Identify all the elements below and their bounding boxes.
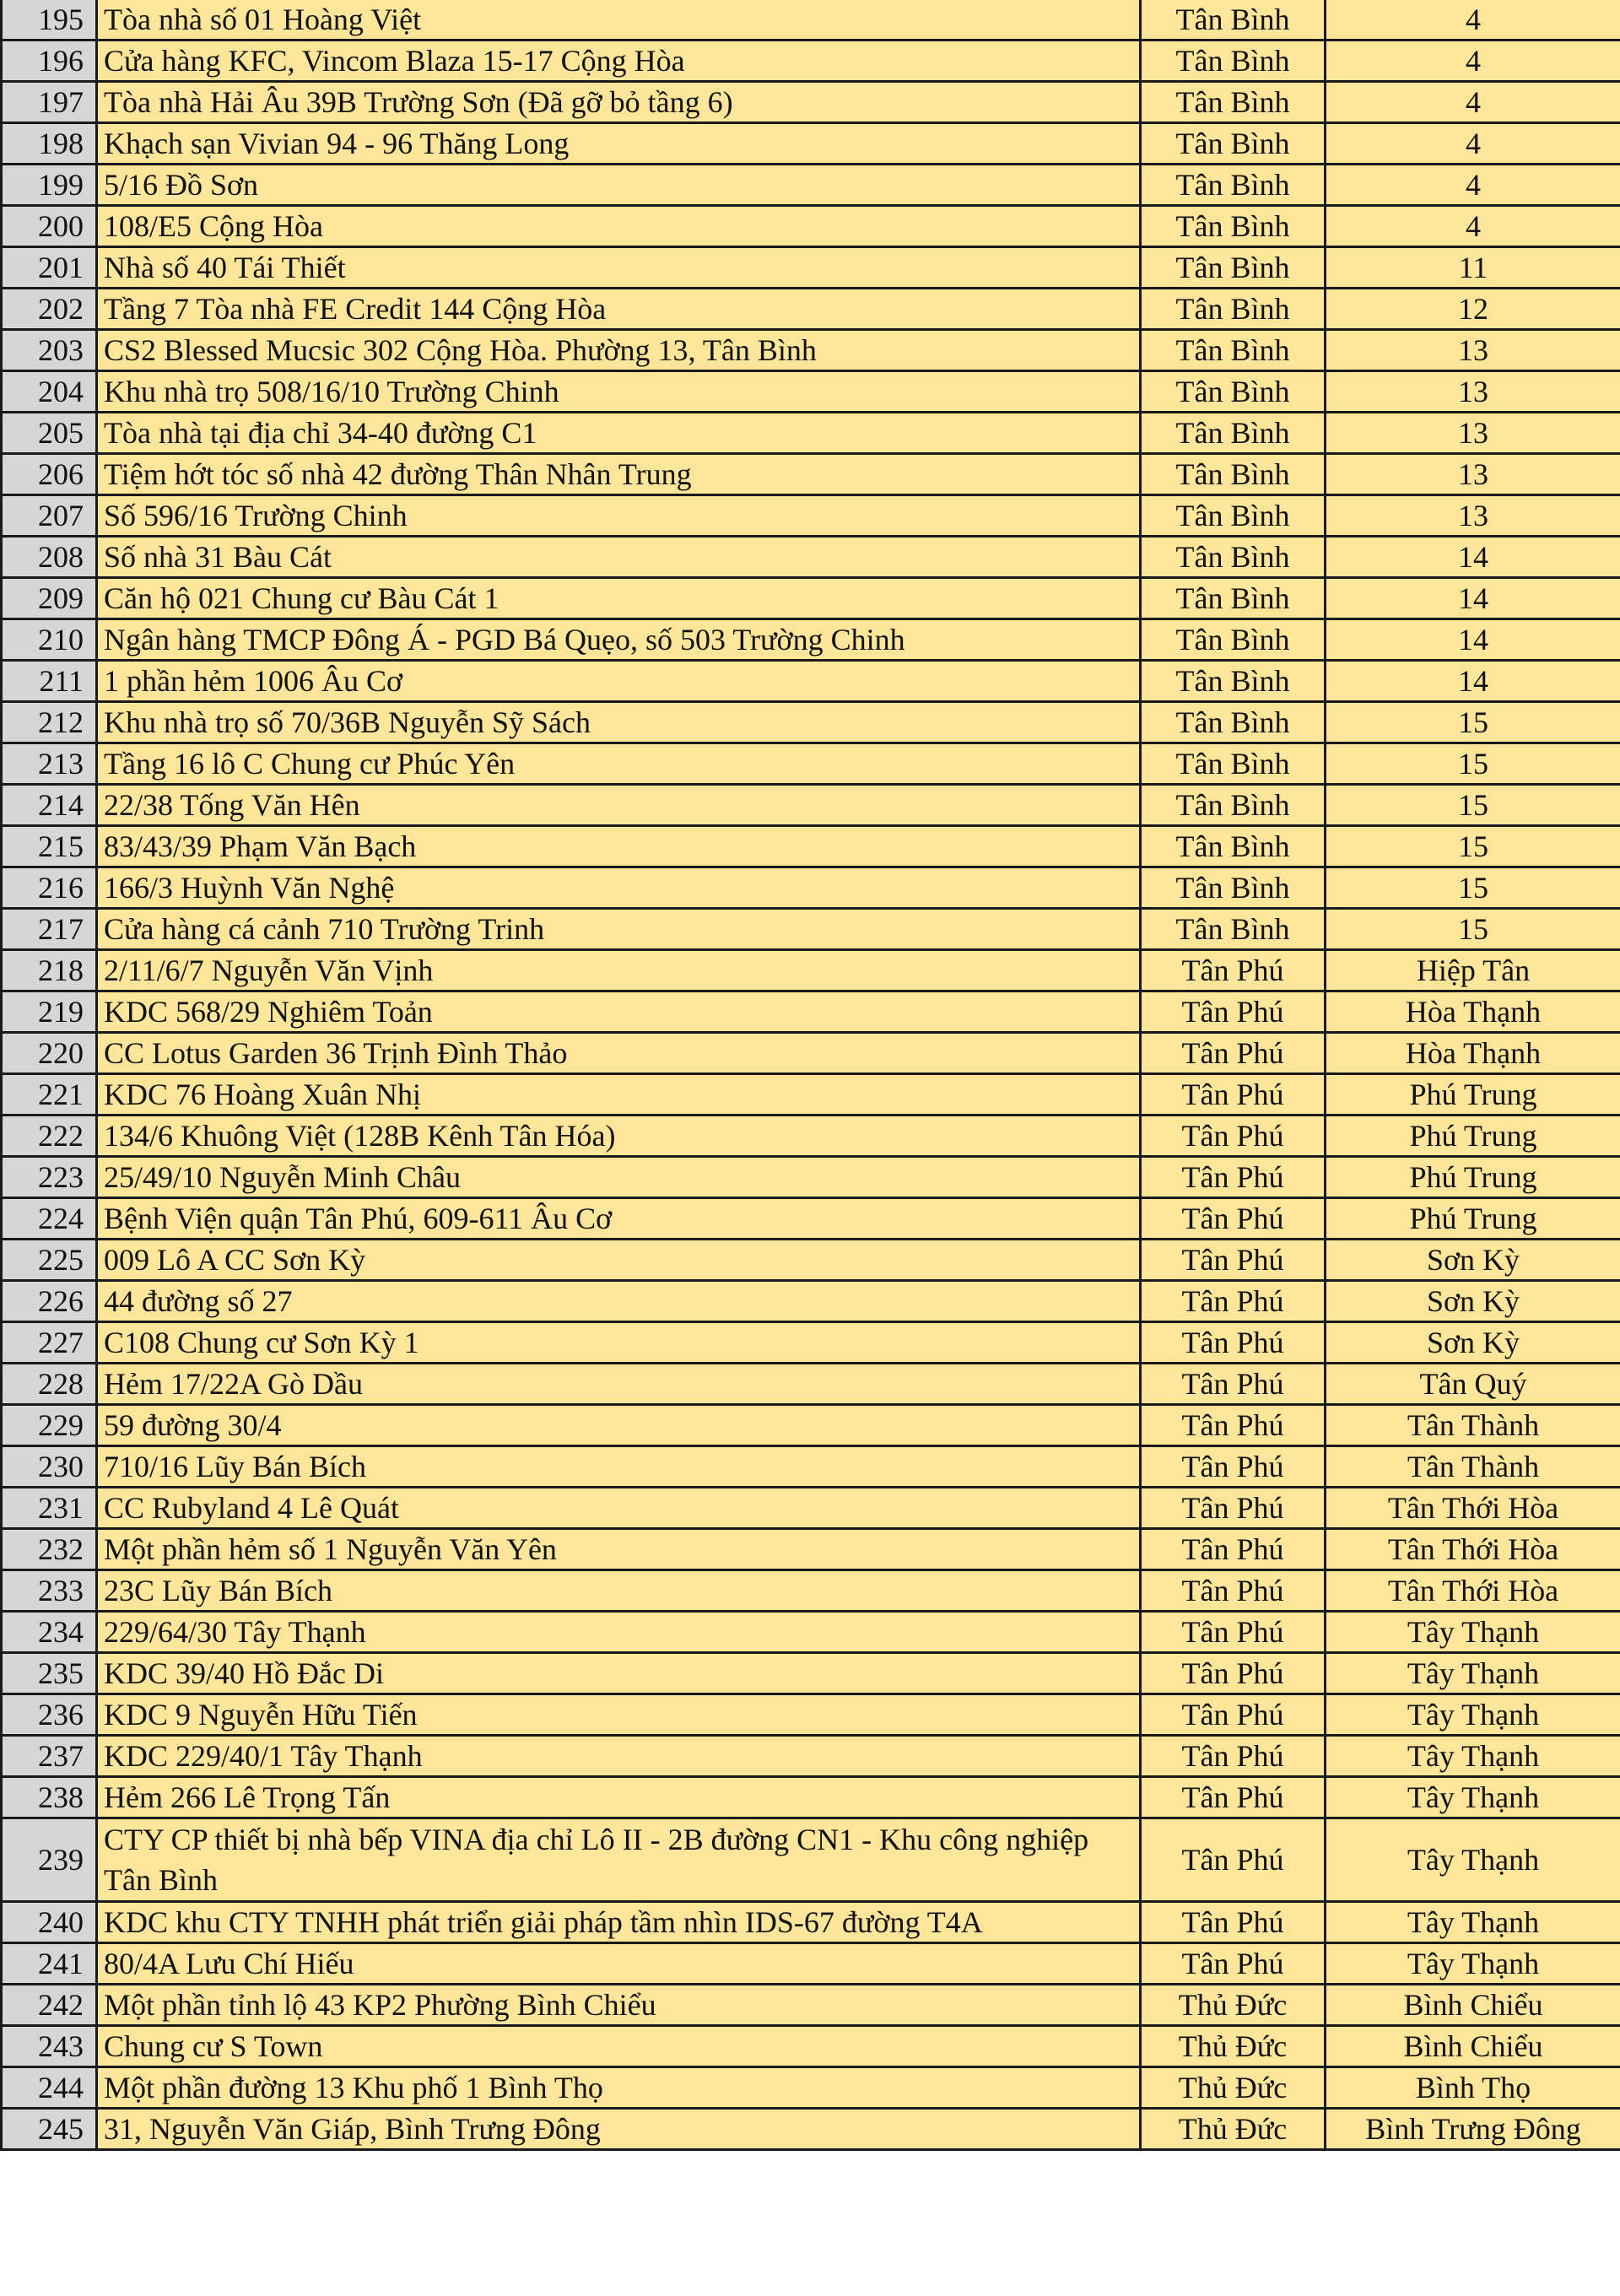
address-cell: 710/16 Lũy Bán Bích <box>97 1446 1141 1488</box>
district-cell: Tân Bình <box>1141 413 1326 454</box>
table-row <box>2 1943 1620 1985</box>
table-row <box>2 1818 1620 1902</box>
address-cell: Số 596/16 Trường Chinh <box>97 495 1141 537</box>
ward-cell: 15 <box>1326 826 1620 867</box>
district-cell: Thủ Đức <box>1141 1985 1326 2026</box>
district-cell: Tân Bình <box>1141 702 1326 743</box>
table-row <box>2 1198 1620 1240</box>
ward-cell: 12 <box>1326 289 1620 330</box>
ward-cell: 15 <box>1326 702 1620 743</box>
address-cell: CC Lotus Garden 36 Trịnh Đình Thảo <box>97 1033 1141 1074</box>
ward-cell: 15 <box>1326 743 1620 785</box>
table-row <box>2 123 1620 165</box>
table-row <box>2 454 1620 495</box>
ward-cell: 15 <box>1326 785 1620 826</box>
ward-cell: 13 <box>1326 413 1620 454</box>
table-row <box>2 1364 1620 1405</box>
table-row <box>2 206 1620 247</box>
row-number-cell: 222 <box>2 1116 97 1157</box>
district-cell: Tân Bình <box>1141 537 1326 578</box>
table-row <box>2 1902 1620 1943</box>
district-cell: Tân Bình <box>1141 123 1326 165</box>
table-row <box>2 413 1620 454</box>
ward-cell: 13 <box>1326 371 1620 413</box>
ward-cell: 13 <box>1326 454 1620 495</box>
row-number-cell: 209 <box>2 578 97 619</box>
table-row <box>2 330 1620 371</box>
district-cell: Tân Bình <box>1141 495 1326 537</box>
ward-cell: 11 <box>1326 247 1620 289</box>
address-cell: Tiệm hớt tóc số nhà 42 đường Thân Nhân Trung <box>97 454 1141 495</box>
row-number-cell: 217 <box>2 909 97 950</box>
address-cell: 1 phần hẻm 1006 Âu Cơ <box>97 661 1141 702</box>
address-cell: Khu nhà trọ số 70/36B Nguyễn Sỹ Sách <box>97 702 1141 743</box>
row-number-cell: 201 <box>2 247 97 289</box>
row-number-cell: 231 <box>2 1488 97 1529</box>
ward-cell: Bình Chiểu <box>1326 2026 1620 2067</box>
table-row <box>2 1405 1620 1446</box>
district-cell: Tân Phú <box>1141 1818 1326 1902</box>
ward-cell: Tây Thạnh <box>1326 1943 1620 1985</box>
address-cell: CTY CP thiết bị nhà bếp VINA địa chỉ Lô II - 2B đường CN1 - Khu công nghiệp Tân Bình <box>97 1818 1141 1902</box>
ward-cell: Hòa Thạnh <box>1326 991 1620 1033</box>
table-row <box>2 950 1620 991</box>
address-cell: KDC 76 Hoàng Xuân Nhị <box>97 1074 1141 1116</box>
address-cell: Một phần đường 13 Khu phố 1 Bình Thọ <box>97 2067 1141 2109</box>
district-cell: Tân Phú <box>1141 1364 1326 1405</box>
address-cell: 2/11/6/7 Nguyễn Văn Vịnh <box>97 950 1141 991</box>
district-cell: Tân Phú <box>1141 1198 1326 1240</box>
address-cell: Tòa nhà số 01 Hoàng Việt <box>97 0 1141 41</box>
district-cell: Tân Bình <box>1141 41 1326 82</box>
ward-cell: 4 <box>1326 41 1620 82</box>
table-row <box>2 1777 1620 1818</box>
address-cell: 166/3 Huỳnh Văn Nghệ <box>97 867 1141 909</box>
district-cell: Tân Phú <box>1141 991 1326 1033</box>
table-row <box>2 1653 1620 1694</box>
district-cell: Thủ Đức <box>1141 2109 1326 2150</box>
ward-cell: 14 <box>1326 619 1620 661</box>
district-cell: Tân Bình <box>1141 82 1326 123</box>
row-number-cell: 241 <box>2 1943 97 1985</box>
table-row <box>2 0 1620 41</box>
row-number-cell: 211 <box>2 661 97 702</box>
address-cell: KDC 568/29 Nghiêm Toản <box>97 991 1141 1033</box>
address-cell: KDC 9 Nguyễn Hữu Tiến <box>97 1694 1141 1736</box>
address-cell: 134/6 Khuông Việt (128B Kênh Tân Hóa) <box>97 1116 1141 1157</box>
district-cell: Tân Bình <box>1141 619 1326 661</box>
table-row <box>2 826 1620 867</box>
row-number-cell: 229 <box>2 1405 97 1446</box>
ward-cell: Tân Thới Hòa <box>1326 1570 1620 1612</box>
row-number-cell: 204 <box>2 371 97 413</box>
district-cell: Thủ Đức <box>1141 2067 1326 2109</box>
district-cell: Tân Phú <box>1141 1777 1326 1818</box>
address-cell: KDC 229/40/1 Tây Thạnh <box>97 1736 1141 1777</box>
district-cell: Tân Bình <box>1141 743 1326 785</box>
district-cell: Tân Phú <box>1141 1612 1326 1653</box>
table-row <box>2 909 1620 950</box>
row-number-cell: 214 <box>2 785 97 826</box>
ward-cell: 14 <box>1326 537 1620 578</box>
ward-cell: Tân Thới Hòa <box>1326 1529 1620 1570</box>
district-cell: Thủ Đức <box>1141 2026 1326 2067</box>
table-row <box>2 1736 1620 1777</box>
district-cell: Tân Phú <box>1141 1322 1326 1364</box>
row-number-cell: 195 <box>2 0 97 41</box>
address-cell: Số nhà 31 Bàu Cát <box>97 537 1141 578</box>
ward-cell: Tây Thạnh <box>1326 1612 1620 1653</box>
table-row <box>2 867 1620 909</box>
row-number-cell: 221 <box>2 1074 97 1116</box>
row-number-cell: 205 <box>2 413 97 454</box>
ward-cell: Hòa Thạnh <box>1326 1033 1620 1074</box>
district-cell: Tân Phú <box>1141 1033 1326 1074</box>
table-row <box>2 785 1620 826</box>
row-number-cell: 199 <box>2 165 97 206</box>
table-row <box>2 1694 1620 1736</box>
ward-cell: Phú Trung <box>1326 1157 1620 1198</box>
address-cell: KDC khu CTY TNHH phát triển giải pháp tầm nhìn IDS-67 đường T4A <box>97 1902 1141 1943</box>
district-cell: Tân Phú <box>1141 1116 1326 1157</box>
ward-cell: Sơn Kỳ <box>1326 1240 1620 1281</box>
address-cell: 22/38 Tống Văn Hên <box>97 785 1141 826</box>
row-number-cell: 239 <box>2 1818 97 1902</box>
ward-cell: Tây Thạnh <box>1326 1777 1620 1818</box>
row-number-cell: 227 <box>2 1322 97 1364</box>
row-number-cell: 215 <box>2 826 97 867</box>
district-cell: Tân Phú <box>1141 1570 1326 1612</box>
row-number-cell: 202 <box>2 289 97 330</box>
row-number-cell: 228 <box>2 1364 97 1405</box>
table-row <box>2 537 1620 578</box>
district-cell: Tân Phú <box>1141 1694 1326 1736</box>
table-row <box>2 578 1620 619</box>
row-number-cell: 245 <box>2 2109 97 2150</box>
row-number-cell: 234 <box>2 1612 97 1653</box>
row-number-cell: 220 <box>2 1033 97 1074</box>
row-number-cell: 207 <box>2 495 97 537</box>
table-row <box>2 1157 1620 1198</box>
district-cell: Tân Bình <box>1141 909 1326 950</box>
table-row <box>2 1985 1620 2026</box>
district-cell: Tân Bình <box>1141 165 1326 206</box>
district-cell: Tân Bình <box>1141 206 1326 247</box>
district-cell: Tân Bình <box>1141 578 1326 619</box>
district-cell: Tân Bình <box>1141 289 1326 330</box>
table-row <box>2 82 1620 123</box>
district-cell: Tân Phú <box>1141 1488 1326 1529</box>
table-row <box>2 1612 1620 1653</box>
ward-cell: 13 <box>1326 330 1620 371</box>
district-cell: Tân Bình <box>1141 0 1326 41</box>
address-cell: 25/49/10 Nguyễn Minh Châu <box>97 1157 1141 1198</box>
ward-cell: Sơn Kỳ <box>1326 1322 1620 1364</box>
row-number-cell: 235 <box>2 1653 97 1694</box>
ward-cell: Tây Thạnh <box>1326 1694 1620 1736</box>
address-cell: 83/43/39 Phạm Văn Bạch <box>97 826 1141 867</box>
row-number-cell: 210 <box>2 619 97 661</box>
table-row <box>2 661 1620 702</box>
row-number-cell: 244 <box>2 2067 97 2109</box>
address-cell: Chung cư S Town <box>97 2026 1141 2067</box>
address-cell: CC Rubyland 4 Lê Quát <box>97 1488 1141 1529</box>
address-cell: Tầng 16 lô C Chung cư Phúc Yên <box>97 743 1141 785</box>
table-body <box>2 0 1620 2150</box>
district-cell: Tân Bình <box>1141 661 1326 702</box>
ward-cell: Phú Trung <box>1326 1198 1620 1240</box>
table-row <box>2 495 1620 537</box>
row-number-cell: 196 <box>2 41 97 82</box>
ward-cell: Bình Chiểu <box>1326 1985 1620 2026</box>
address-cell: Khu nhà trọ 508/16/10 Trường Chinh <box>97 371 1141 413</box>
row-number-cell: 213 <box>2 743 97 785</box>
ward-cell: 14 <box>1326 578 1620 619</box>
district-cell: Tân Bình <box>1141 330 1326 371</box>
district-cell: Tân Phú <box>1141 1281 1326 1322</box>
address-cell: 009 Lô A CC Sơn Kỳ <box>97 1240 1141 1281</box>
table-row <box>2 2109 1620 2150</box>
address-cell: Bệnh Viện quận Tân Phú, 609-611 Âu Cơ <box>97 1198 1141 1240</box>
table-row <box>2 619 1620 661</box>
row-number-cell: 219 <box>2 991 97 1033</box>
district-cell: Tân Bình <box>1141 371 1326 413</box>
address-cell: Cửa hàng cá cảnh 710 Trường Trinh <box>97 909 1141 950</box>
district-cell: Tân Phú <box>1141 1529 1326 1570</box>
district-cell: Tân Phú <box>1141 1943 1326 1985</box>
row-number-cell: 243 <box>2 2026 97 2067</box>
address-cell: Hẻm 17/22A Gò Dầu <box>97 1364 1141 1405</box>
row-number-cell: 197 <box>2 82 97 123</box>
row-number-cell: 224 <box>2 1198 97 1240</box>
ward-cell: 4 <box>1326 206 1620 247</box>
row-number-cell: 226 <box>2 1281 97 1322</box>
table-row <box>2 1570 1620 1612</box>
table-row <box>2 1074 1620 1116</box>
address-cell: Ngân hàng TMCP Đông Á - PGD Bá Quẹo, số 503 Trường Chinh <box>97 619 1141 661</box>
address-cell: 59 đường 30/4 <box>97 1405 1141 1446</box>
ward-cell: 15 <box>1326 909 1620 950</box>
district-cell: Tân Bình <box>1141 785 1326 826</box>
address-cell: Khạch sạn Vivian 94 - 96 Thăng Long <box>97 123 1141 165</box>
address-cell: Tòa nhà Hải Âu 39B Trường Sơn (Đã gỡ bỏ tầng 6) <box>97 82 1141 123</box>
table-row <box>2 1240 1620 1281</box>
address-cell: Một phần tỉnh lộ 43 KP2 Phường Bình Chiểu <box>97 1985 1141 2026</box>
address-cell: 31, Nguyễn Văn Giáp, Bình Trưng Đông <box>97 2109 1141 2150</box>
address-cell: 229/64/30 Tây Thạnh <box>97 1612 1141 1653</box>
ward-cell: Phú Trung <box>1326 1116 1620 1157</box>
row-number-cell: 240 <box>2 1902 97 1943</box>
district-cell: Tân Phú <box>1141 950 1326 991</box>
address-cell: 44 đường số 27 <box>97 1281 1141 1322</box>
address-cell: Căn hộ 021 Chung cư Bàu Cát 1 <box>97 578 1141 619</box>
table-row <box>2 1322 1620 1364</box>
address-cell: Hẻm 266 Lê Trọng Tấn <box>97 1777 1141 1818</box>
district-cell: Tân Phú <box>1141 1653 1326 1694</box>
row-number-cell: 206 <box>2 454 97 495</box>
ward-cell: Bình Thọ <box>1326 2067 1620 2109</box>
row-number-cell: 223 <box>2 1157 97 1198</box>
table-row <box>2 2067 1620 2109</box>
address-cell: Nhà số 40 Tái Thiết <box>97 247 1141 289</box>
table-row <box>2 371 1620 413</box>
address-cell: Một phần hẻm số 1 Nguyễn Văn Yên <box>97 1529 1141 1570</box>
address-cell: Cửa hàng KFC, Vincom Blaza 15-17 Cộng Hòa <box>97 41 1141 82</box>
ward-cell: Tân Thành <box>1326 1446 1620 1488</box>
ward-cell: 4 <box>1326 0 1620 41</box>
row-number-cell: 237 <box>2 1736 97 1777</box>
ward-cell: Tây Thạnh <box>1326 1736 1620 1777</box>
row-number-cell: 236 <box>2 1694 97 1736</box>
table-row <box>2 41 1620 82</box>
ward-cell: Sơn Kỳ <box>1326 1281 1620 1322</box>
table-row <box>2 1488 1620 1529</box>
ward-cell: Tân Quý <box>1326 1364 1620 1405</box>
table-row <box>2 743 1620 785</box>
ward-cell: Hiệp Tân <box>1326 950 1620 991</box>
row-number-cell: 216 <box>2 867 97 909</box>
row-number-cell: 208 <box>2 537 97 578</box>
table-row <box>2 1033 1620 1074</box>
district-cell: Tân Bình <box>1141 826 1326 867</box>
address-cell: Tòa nhà tại địa chỉ 34-40 đường C1 <box>97 413 1141 454</box>
district-cell: Tân Bình <box>1141 867 1326 909</box>
row-number-cell: 203 <box>2 330 97 371</box>
district-cell: Tân Phú <box>1141 1240 1326 1281</box>
district-cell: Tân Bình <box>1141 454 1326 495</box>
row-number-cell: 218 <box>2 950 97 991</box>
table-row <box>2 2026 1620 2067</box>
address-cell: CS2 Blessed Mucsic 302 Cộng Hòa. Phường 13, Tân Bình <box>97 330 1141 371</box>
ward-cell: 4 <box>1326 165 1620 206</box>
district-cell: Tân Phú <box>1141 1736 1326 1777</box>
address-cell: KDC 39/40 Hồ Đắc Di <box>97 1653 1141 1694</box>
row-number-cell: 198 <box>2 123 97 165</box>
row-number-cell: 233 <box>2 1570 97 1612</box>
row-number-cell: 238 <box>2 1777 97 1818</box>
ward-cell: Tây Thạnh <box>1326 1818 1620 1902</box>
ward-cell: 15 <box>1326 867 1620 909</box>
ward-cell: Tây Thạnh <box>1326 1902 1620 1943</box>
table-row <box>2 991 1620 1033</box>
ward-cell: 4 <box>1326 123 1620 165</box>
row-number-cell: 200 <box>2 206 97 247</box>
district-cell: Tân Phú <box>1141 1446 1326 1488</box>
row-number-cell: 225 <box>2 1240 97 1281</box>
address-cell: 5/16 Đồ Sơn <box>97 165 1141 206</box>
address-cell: 80/4A Lưu Chí Hiếu <box>97 1943 1141 1985</box>
address-cell: 108/E5 Cộng Hòa <box>97 206 1141 247</box>
address-cell: C108 Chung cư Sơn Kỳ 1 <box>97 1322 1141 1364</box>
district-cell: Tân Bình <box>1141 247 1326 289</box>
ward-cell: Phú Trung <box>1326 1074 1620 1116</box>
district-cell: Tân Phú <box>1141 1902 1326 1943</box>
table-row <box>2 165 1620 206</box>
ward-cell: Tây Thạnh <box>1326 1653 1620 1694</box>
address-cell: Tầng 7 Tòa nhà FE Credit 144 Cộng Hòa <box>97 289 1141 330</box>
table-row <box>2 247 1620 289</box>
district-cell: Tân Phú <box>1141 1405 1326 1446</box>
row-number-cell: 212 <box>2 702 97 743</box>
row-number-cell: 232 <box>2 1529 97 1570</box>
table-row <box>2 1446 1620 1488</box>
table-row <box>2 702 1620 743</box>
table-row <box>2 1116 1620 1157</box>
row-number-cell: 242 <box>2 1985 97 2026</box>
table-row <box>2 1281 1620 1322</box>
district-cell: Tân Phú <box>1141 1074 1326 1116</box>
district-cell: Tân Phú <box>1141 1157 1326 1198</box>
ward-cell: Tân Thới Hòa <box>1326 1488 1620 1529</box>
ward-cell: 14 <box>1326 661 1620 702</box>
row-number-cell: 230 <box>2 1446 97 1488</box>
ward-cell: Tân Thành <box>1326 1405 1620 1446</box>
ward-cell: 13 <box>1326 495 1620 537</box>
address-cell: 23C Lũy Bán Bích <box>97 1570 1141 1612</box>
ward-cell: Bình Trưng Đông <box>1326 2109 1620 2150</box>
table-row <box>2 289 1620 330</box>
ward-cell: 4 <box>1326 82 1620 123</box>
table-row <box>2 1529 1620 1570</box>
